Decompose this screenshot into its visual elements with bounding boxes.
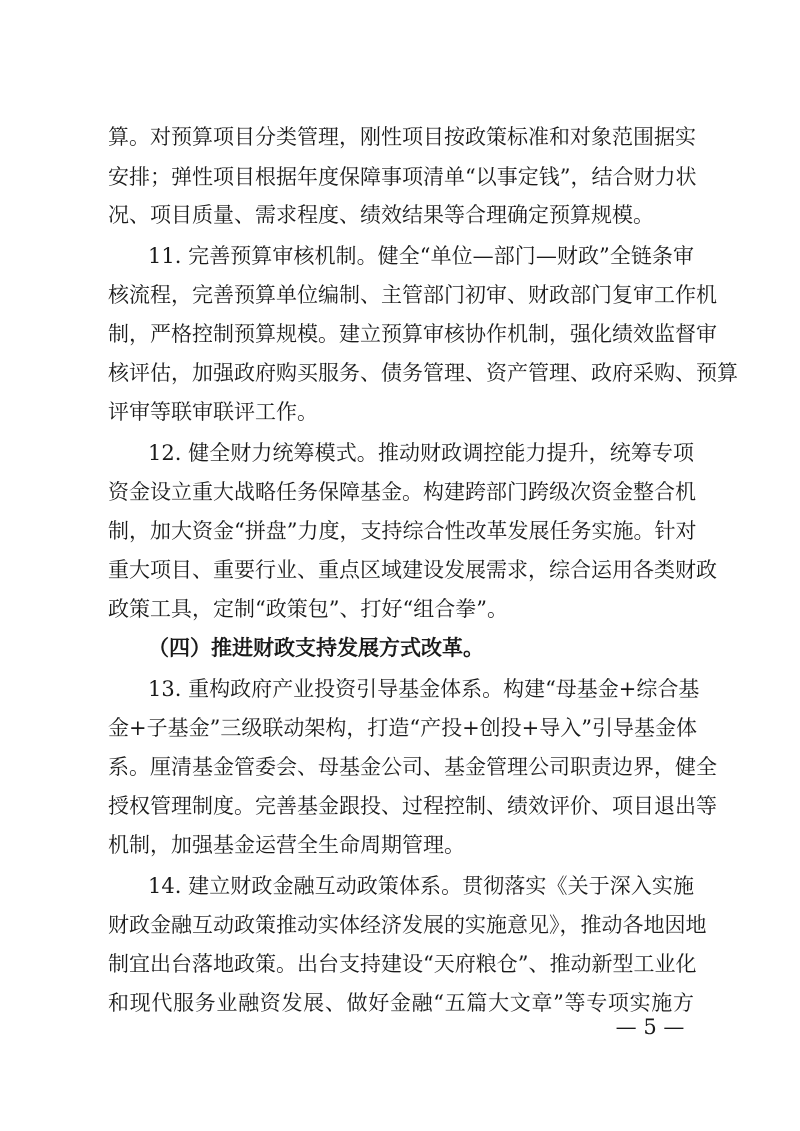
text-line: 财政金融互动政策推动实体经济发展的实施意见》，推动各地因地 [108,913,707,937]
text-line: 机制，加强基金运营全生命周期管理。 [108,833,465,857]
text-line: 重大项目、重要行业、重点区域建设发展需求，综合运用各类财政 [108,558,717,582]
text-line: 核评估，加强政府购买服务、债务管理、资产管理、政府采购、预算 [108,361,738,385]
text-line: 核流程，完善预算单位编制、主管部门初审、财政部门复审工作机 [108,283,717,307]
text-line: 系。厘清基金管委会、母基金公司、基金管理公司职责边界，健全 [108,755,717,779]
text-line: 制，加大资金“拼盘”力度，支持综合性改革发展任务实施。针对 [108,519,697,543]
text-line: 政策工具，定制“政策包”、打好“组合拳”。 [108,597,508,621]
text-line: 12. 健全财力统筹模式。推动财政调控能力提升，统筹专项 [148,441,694,465]
text-line: 况、项目质量、需求程度、绩效结果等合理确定预算规模。 [108,203,654,227]
text-line: 制，严格控制预算规模。建立预算审核协作机制，强化绩效监督审 [108,322,717,346]
text-line: 11. 完善预算审核机制。健全“单位—部门—财政”全链条审 [148,244,694,268]
section-heading: （四）推进财政支持发展方式改革。 [148,636,484,660]
text-line: 制宜出台落地政策。出台支持建设“天府粮仓”、推动新型工业化 [108,952,697,976]
text-line: 和现代服务业融资发展、做好金融“五篇大文章”等专项实施方 [108,991,694,1015]
text-line: 13. 重构政府产业投资引导基金体系。构建“母基金+综合基 [148,677,700,701]
text-line: 安排；弹性项目根据年度保障事项清单“以事定钱”，结合财力状 [108,165,697,189]
text-line: 14. 建立财政金融互动政策体系。贯彻落实《关于深入实施 [148,874,694,898]
text-line: 金+子基金”三级联动架构，打造“产投+创投+导入”引导基金体 [108,716,697,740]
text-line: 资金设立重大战略任务保障基金。构建跨部门跨级次资金整合机 [108,480,696,504]
text-line: 授权管理制度。完善基金跟投、过程控制、绩效评价、项目退出等 [108,794,717,818]
page-number: — 5 — [615,1015,685,1039]
text-line: 算。对预算项目分类管理，刚性项目按政策标准和对象范围据实 [108,125,696,149]
text-line: 评审等联审联评工作。 [108,400,318,424]
